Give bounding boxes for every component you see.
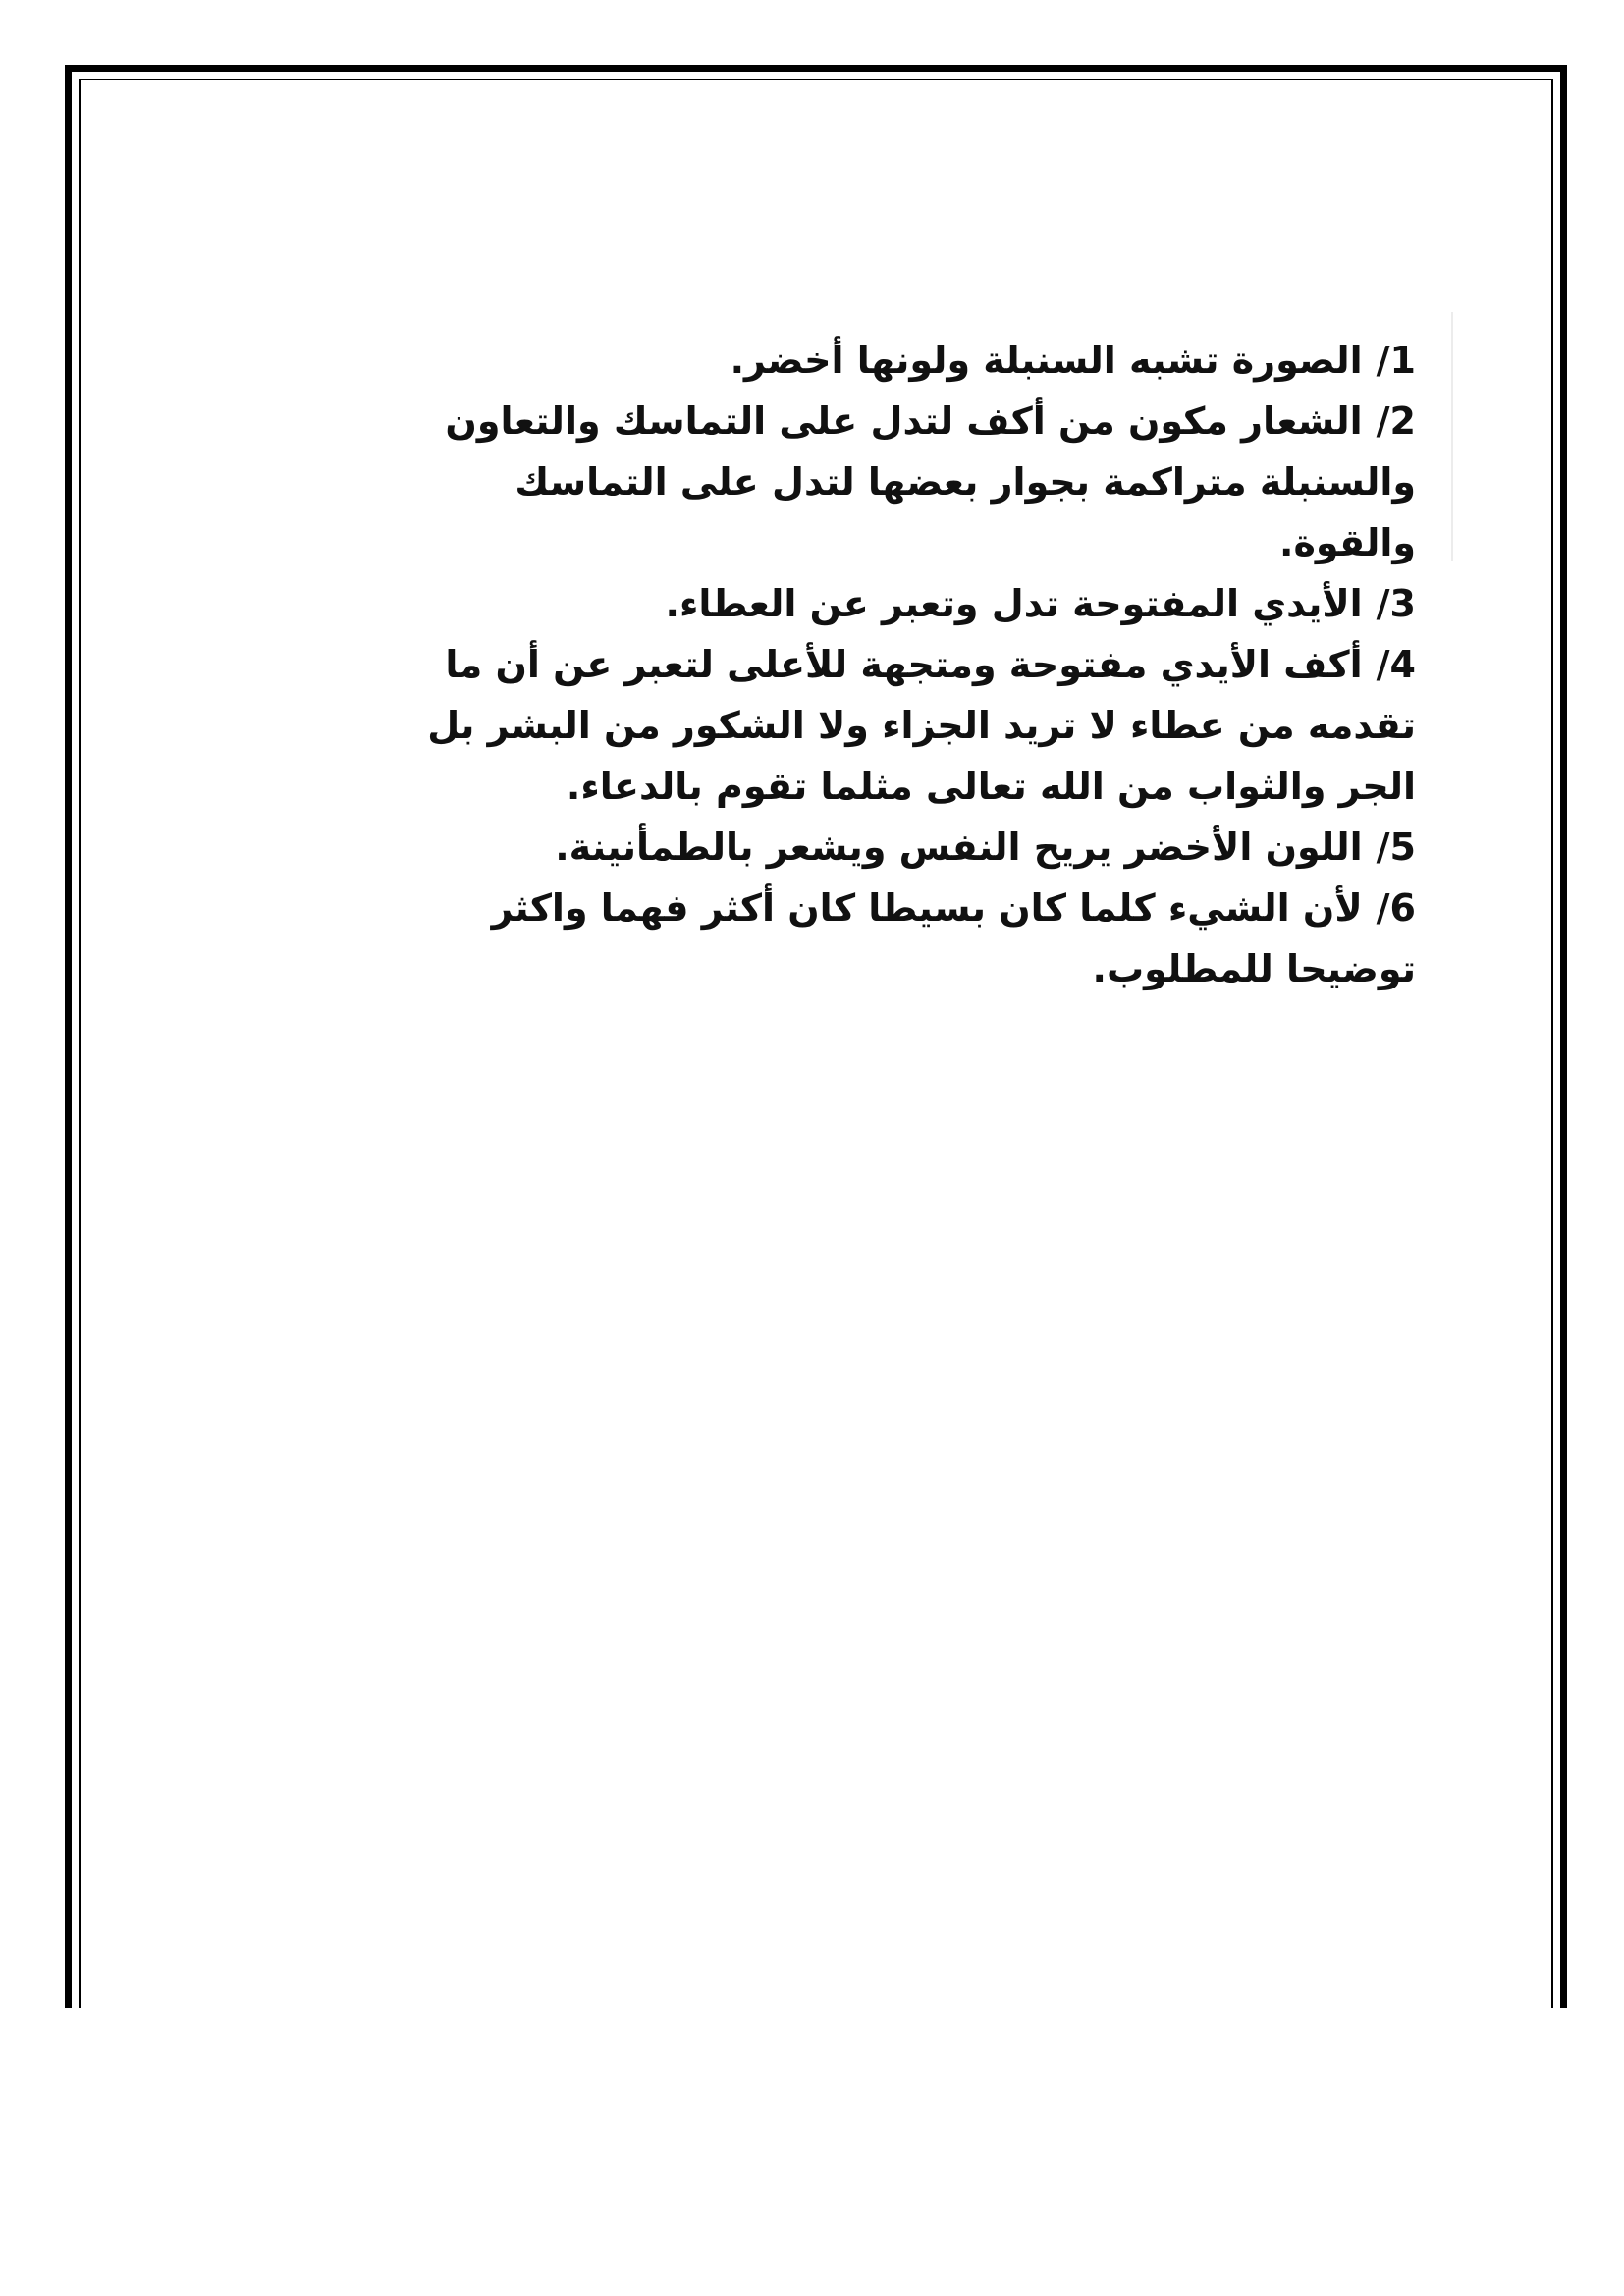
answer-2-number: 2/ bbox=[1376, 400, 1416, 443]
answer-2-line-2: والسنبلة متراكمة بجوار بعضها لتدل على التماسك bbox=[514, 460, 1416, 504]
answer-item-1 bbox=[373, 330, 1416, 391]
answer-3-line-1 bbox=[373, 573, 1416, 634]
answer-6-line-1 bbox=[373, 878, 1416, 938]
answer-6-text-1: لأن الشيء كلما كان بسيطا كان أكثر فهما واكثر bbox=[491, 886, 1363, 930]
answer-1-text-1: الصورة تشبه السنبلة ولونها أخضر. bbox=[730, 339, 1363, 382]
answer-6-number: 6/ bbox=[1376, 886, 1416, 930]
answer-6-line-2: توضيحا للمطلوب. bbox=[1092, 947, 1416, 990]
answer-2-text-1: الشعار مكون من أكف لتدل على التماسك والتعاون bbox=[445, 400, 1363, 443]
answer-item-5 bbox=[373, 817, 1416, 878]
answer-item-6 bbox=[373, 878, 1416, 999]
answer-3-number: 3/ bbox=[1376, 582, 1416, 625]
answer-5-text-1: اللون الأخضر يريح النفس ويشعر بالطمأنينة. bbox=[555, 826, 1363, 869]
answer-item-3 bbox=[373, 573, 1416, 634]
answer-item-4 bbox=[373, 634, 1416, 817]
answer-3-text-1: الأيدي المفتوحة تدل وتعبر عن العطاء. bbox=[665, 582, 1363, 625]
answer-4-number: 4/ bbox=[1376, 643, 1416, 686]
answer-item-2 bbox=[373, 391, 1416, 573]
answer-4-line-3: الجر والثواب من الله تعالى مثلما تقوم بالدعاء. bbox=[566, 765, 1416, 808]
answer-4-line-1 bbox=[373, 634, 1416, 695]
answer-2-line-3: والقوة. bbox=[1279, 521, 1416, 564]
answer-4-line-2: تقدمه من عطاء لا تريد الجزاء ولا الشكور من البشر بل bbox=[427, 704, 1416, 747]
scan-edge-mark bbox=[1451, 312, 1453, 561]
answer-5-line-1 bbox=[373, 817, 1416, 878]
answers-list bbox=[373, 330, 1416, 999]
answer-5-number: 5/ bbox=[1376, 826, 1416, 869]
answer-4-text-1: أكف الأيدي مفتوحة ومتجهة للأعلى لتعبر عن أن ما bbox=[445, 643, 1363, 686]
answer-2-line-1 bbox=[373, 391, 1416, 452]
answer-1-line-1 bbox=[373, 330, 1416, 391]
answer-1-number: 1/ bbox=[1376, 339, 1416, 382]
